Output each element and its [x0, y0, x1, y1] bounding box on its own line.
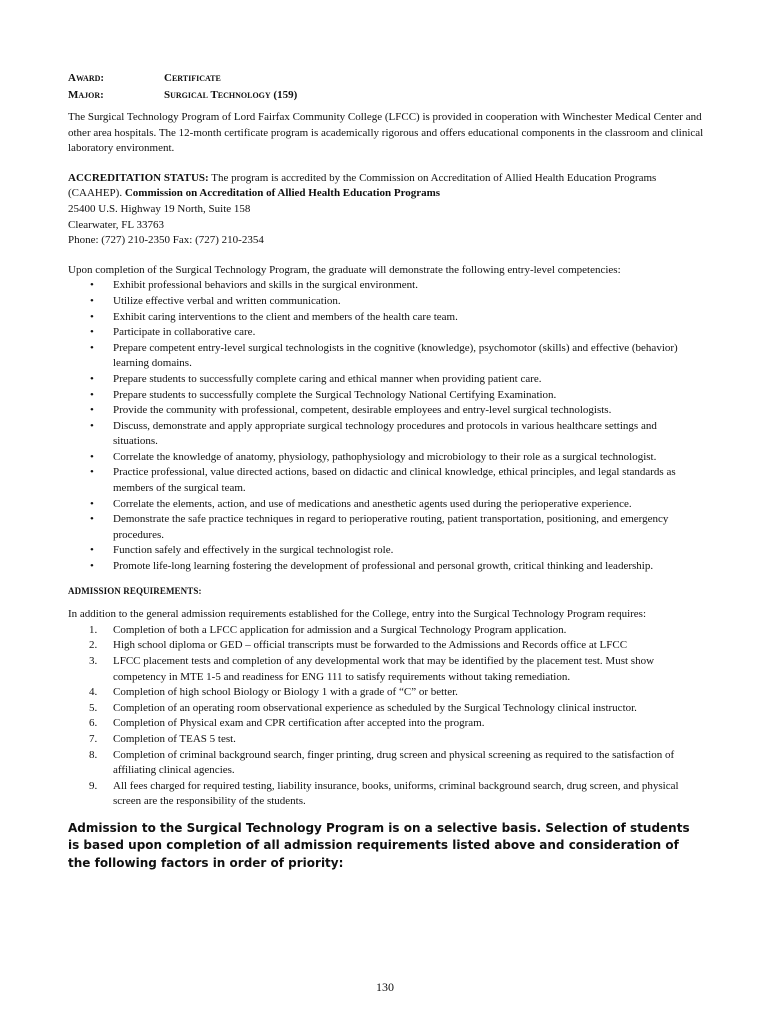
requirement-number: 1.	[89, 623, 98, 636]
requirement-text: Completion of criminal background search, finger printing, drug screen and physical screening as required to the satisfaction of affiliating clinical agencies.	[113, 748, 675, 777]
competency-text: Function safely and effectively in the surgical technologist role.	[113, 544, 394, 557]
competency-item	[68, 372, 704, 388]
major-label: Major:	[68, 88, 104, 101]
award-value: Certificate	[164, 71, 221, 84]
requirement-item	[68, 748, 704, 779]
competency-list	[68, 278, 704, 574]
bullet-icon: •	[90, 419, 94, 432]
competency-item	[68, 512, 704, 543]
bullet-icon: •	[90, 341, 94, 354]
requirement-text: Completion of Physical exam and CPR certification after accepted into the program.	[113, 717, 485, 730]
requirement-text: All fees charged for required testing, liability insurance, books, uniforms, criminal background search, drug screen, and physical screen are the responsibility of the students.	[113, 779, 679, 808]
requirement-number: 9.	[89, 779, 98, 792]
bullet-icon: •	[90, 294, 94, 307]
competency-text: Discuss, demonstrate and apply appropriate surgical technology procedures and protocols in various healthcare settings and situations.	[113, 419, 657, 448]
requirement-item	[68, 685, 704, 701]
competency-item	[68, 403, 704, 419]
requirement-item	[68, 732, 704, 748]
requirement-text: Completion of TEAS 5 test.	[113, 732, 236, 745]
requirement-number: 7.	[89, 732, 98, 745]
competency-text: Utilize effective verbal and written communication.	[113, 294, 341, 307]
competency-text: Participate in collaborative care.	[113, 326, 256, 339]
competency-item	[68, 465, 704, 496]
requirement-item	[68, 701, 704, 717]
competency-item	[68, 310, 704, 326]
requirement-text: LFCC placement tests and completion of any developmental work that may be identified by the placement test. Must show competency in MTE 1-5 and readiness for ENG 111 to satisfy requirements without taking remediation.	[113, 655, 655, 683]
selective-basis-statement: Admission to the Surgical Technology Program is on a selective basis. Selection of students is based upon completion of all admission requirements listed above and consideration of the following factors in order of priority:	[68, 820, 690, 870]
document-page	[68, 70, 704, 872]
competency-item	[68, 559, 704, 575]
address-line-1: 25400 U.S. Highway 19 North, Suite 158	[68, 202, 251, 215]
requirement-item	[68, 638, 704, 654]
accreditation-label: ACCREDITATION STATUS:	[68, 171, 209, 184]
bullet-icon: •	[90, 450, 94, 463]
requirement-item	[68, 623, 704, 639]
accreditation-org: Commission on Accreditation of Allied Health Education Programs	[124, 187, 441, 200]
competency-text: Correlate the knowledge of anatomy, physiology, pathophysiology and microbiology to their role as a surgical technologist.	[113, 450, 657, 463]
admission-heading: ADMISSION REQUIREMENTS:	[68, 585, 202, 596]
accreditation-text: The program is accredited by the Commission on Accreditation of Allied Health Education Programs (CAAHEP).	[68, 171, 657, 200]
award-label: Award:	[68, 71, 105, 84]
competency-text: Exhibit professional behaviors and skills in the surgical environment.	[113, 279, 418, 292]
competency-item	[68, 419, 704, 450]
requirement-text: Completion of both a LFCC application for admission and a Surgical Technology Program application.	[113, 623, 567, 636]
address-line-2: Clearwater, FL 33763	[68, 218, 164, 231]
admission-intro: In addition to the general admission requirements established for the College, entry into the Surgical Technology Program requires:	[68, 608, 647, 621]
requirement-item	[68, 654, 704, 685]
competency-item	[68, 278, 704, 294]
award-row	[68, 70, 704, 87]
bullet-icon: •	[90, 544, 94, 557]
bullet-icon: •	[90, 388, 94, 401]
bullet-icon: •	[90, 497, 94, 510]
competency-item	[68, 450, 704, 466]
competency-item	[68, 294, 704, 310]
competency-item	[68, 325, 704, 341]
requirement-item	[68, 716, 704, 732]
competency-item	[68, 497, 704, 513]
requirement-number: 8.	[89, 748, 98, 761]
bullet-icon: •	[90, 466, 94, 479]
requirement-number: 5.	[89, 701, 98, 714]
competency-text: Correlate the elements, action, and use of medications and anesthetic agents used during the perioperative experience.	[113, 497, 632, 510]
competency-text: Prepare students to successfully complete the Surgical Technology National Certifying Examination.	[113, 388, 557, 401]
bullet-icon: •	[90, 310, 94, 323]
requirement-number: 3.	[89, 655, 98, 667]
major-value: Surgical Technology (159)	[164, 88, 298, 101]
requirement-number: 4.	[89, 686, 98, 699]
competency-text: Demonstrate the safe practice techniques in regard to perioperative routing, patient transportation, positioning, and emergency procedures.	[113, 513, 669, 541]
major-row	[68, 87, 704, 104]
competency-text: Exhibit caring interventions to the client and members of the health care team.	[113, 310, 458, 323]
requirement-text: Completion of high school Biology or Biology 1 with a grade of “C” or better.	[113, 686, 458, 699]
competencies-lead: Upon completion of the Surgical Technology Program, the graduate will demonstrate the following entry-level competencies:	[68, 263, 621, 276]
phone-fax-line: Phone: (727) 210-2350 Fax: (727) 210-2354	[68, 234, 264, 247]
competency-text: Promote life-long learning fostering the development of professional and personal growth, critical thinking and leadership.	[113, 560, 654, 573]
requirement-text: High school diploma or GED – official transcripts must be forwarded to the Admissions and Records office at LFCC	[113, 639, 628, 652]
requirement-number: 6.	[89, 717, 98, 730]
bullet-icon: •	[90, 326, 94, 339]
bullet-icon: •	[90, 372, 94, 385]
bullet-icon: •	[90, 513, 94, 526]
requirement-number: 2.	[89, 639, 98, 652]
competency-item	[68, 341, 704, 372]
page-number: 130	[376, 980, 394, 994]
accreditation-section	[68, 171, 704, 249]
competency-text: Prepare students to successfully complete caring and ethical manner when providing patient care.	[113, 372, 542, 385]
accreditation-statement	[68, 171, 704, 202]
requirement-text: Completion of an operating room observational experience as scheduled by the Surgical Technology clinical instructor.	[113, 701, 637, 714]
competency-text: Prepare competent entry-level surgical technologists in the cognitive (knowledge), psychomotor (skills) and effective (behavior) learning domains.	[113, 341, 678, 370]
competency-item	[68, 388, 704, 404]
competency-item	[68, 543, 704, 559]
requirement-item	[68, 779, 704, 810]
bullet-icon: •	[90, 404, 94, 417]
bullet-icon: •	[90, 279, 94, 292]
requirement-list	[68, 623, 704, 810]
competency-text: Practice professional, value directed actions, based on didactic and clinical knowledge, ethical principles, and legal standards as members of the surgical team.	[113, 466, 676, 495]
bullet-icon: •	[90, 560, 94, 573]
program-intro: The Surgical Technology Program of Lord Fairfax Community College (LFCC) is provided in cooperation with Winchester Medical Center and other area hospitals. The 12-month certificate program is academically rigorous and offers educational components in the classroom and clinical laboratory environment.	[68, 111, 704, 155]
competency-text: Provide the community with professional, competent, desirable employees and entry-level surgical technologists.	[113, 404, 612, 417]
